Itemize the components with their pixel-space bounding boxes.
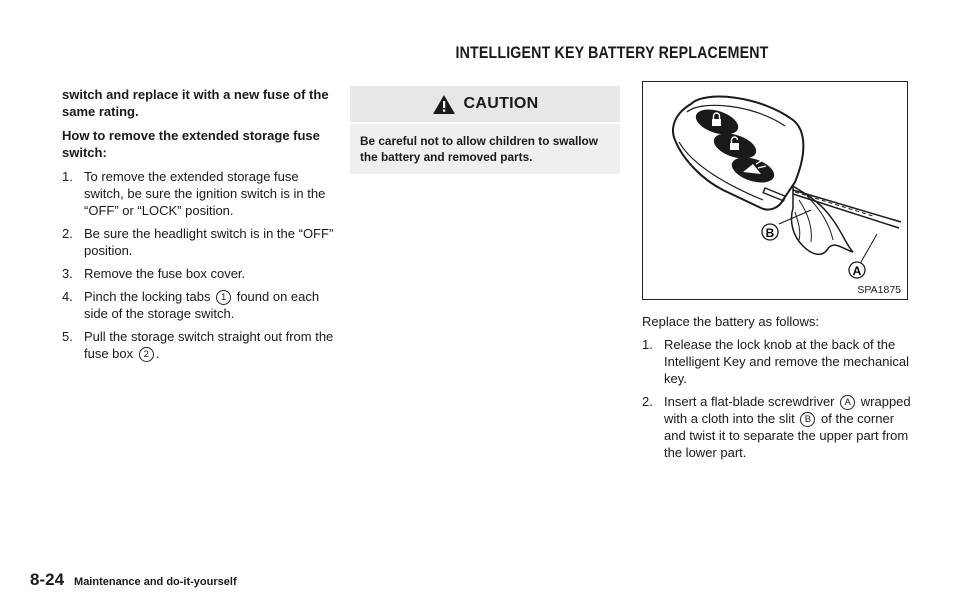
section-name: Maintenance and do-it-yourself: [74, 576, 237, 588]
figure-code: SPA1875: [857, 284, 901, 296]
callout-marker-1: 1: [216, 290, 231, 305]
list-item: 1. To remove the extended storage fuse switch, be sure the ignition switch is in the “OFF” or “LOCK” position.: [62, 169, 326, 218]
callout-marker-a: A: [840, 395, 855, 410]
list-item: 2. Insert a flat-blade screwdriver A wrapped with a cloth into the slit B of the corner and twist it to separate the upper part from the lower part.: [642, 394, 911, 460]
callout-marker-2: 2: [139, 347, 154, 362]
page-title: INTELLIGENT KEY BATTERY REPLACEMENT: [455, 44, 769, 62]
page-number: 8-24: [30, 570, 65, 589]
caution-header: [350, 86, 620, 122]
list-item: 2. Be sure the headlight switch is in the “OFF” position.: [62, 226, 334, 258]
section-heading: How to remove the extended storage fuse switch:: [62, 128, 320, 160]
list-item: 5. Pull the storage switch straight out from the fuse box 2 .: [62, 329, 334, 361]
warning-triangle-icon: [432, 94, 456, 115]
list-item: 1. Release the lock knob at the back of the Intelligent Key and remove the mechanical key.: [642, 337, 909, 386]
caution-title: CAUTION: [463, 95, 539, 112]
list-item: 3. Remove the fuse box cover.: [62, 266, 246, 281]
svg-text:B: B: [765, 226, 775, 240]
svg-text:A: A: [852, 264, 862, 278]
callout-marker-b: B: [800, 412, 815, 427]
left-column: [62, 86, 334, 368]
key-illustration: [642, 81, 908, 300]
callout-a: [849, 262, 865, 278]
list-item: 4. Pinch the locking tabs 1 found on each side of the storage switch.: [62, 289, 320, 321]
page-footer: [30, 570, 237, 590]
callout-b: [762, 224, 778, 240]
caution-body: Be careful not to allow children to swallow the battery and removed parts.: [350, 124, 620, 174]
intro-paragraph: switch and replace it with a new fuse of the same rating.: [62, 87, 329, 119]
intelligent-key-drawing: [643, 82, 907, 298]
replace-intro: Replace the battery as follows:: [642, 314, 820, 329]
battery-steps-list: [642, 336, 912, 461]
right-column: [642, 313, 912, 467]
fuse-steps-list: [62, 168, 334, 362]
